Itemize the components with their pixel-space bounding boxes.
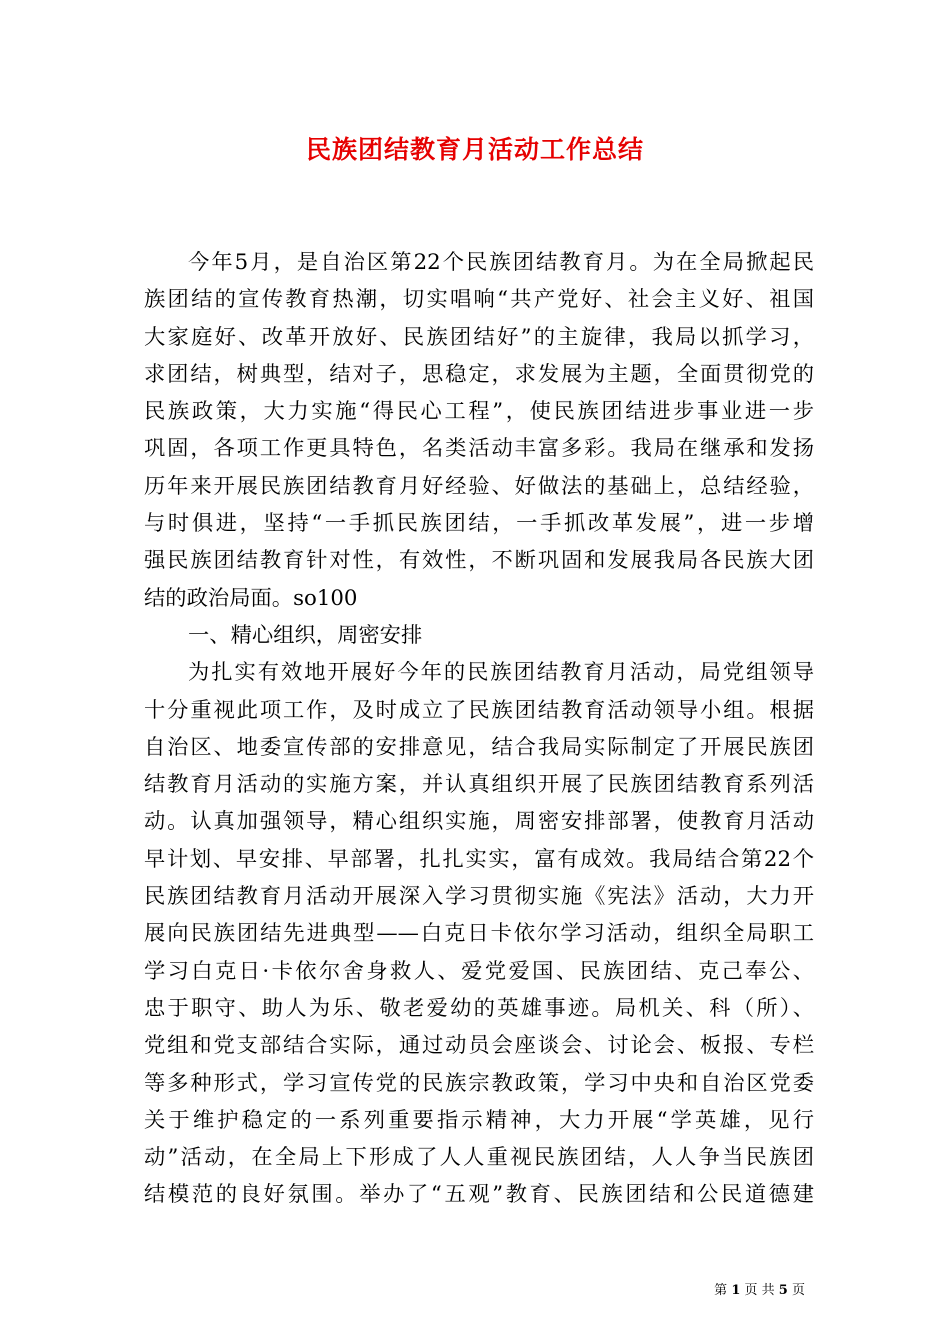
document-title: 民族团结教育月活动工作总结	[305, 135, 644, 164]
paragraph-line: 强民族团结教育针对性，有效性，不断巩固和发展我局各民族大团	[144, 548, 814, 574]
footer-prefix: 第	[714, 1283, 728, 1298]
paragraph-line: 十分重视此项工作，及时成立了民族团结教育活动领导小组。根据	[144, 697, 814, 723]
paragraph-line: 党组和党支部结合实际，通过动员会座谈会、讨论会、板报、专栏	[144, 1033, 814, 1059]
paragraph-line: 关于维护稳定的一系列重要指示精神，大力开展“学英雄，见行	[144, 1107, 814, 1133]
section-heading: 一、精心组织，周密安排	[188, 622, 423, 648]
paragraph-line: 结模范的良好氛围。举办了“五观”教育、民族团结和公民道德建	[144, 1182, 814, 1208]
paragraph-line: 忠于职守、助人为乐、敬老爱幼的英雄事迹。局机关、科（所）、	[144, 995, 814, 1021]
paragraph-line: 自治区、地委宣传部的安排意见，结合我局实际制定了开展民族团	[144, 734, 814, 760]
page-footer	[714, 1282, 805, 1300]
paragraph-line: 巩固，各项工作更具特色，名类活动丰富多彩。我局在继承和发扬	[144, 436, 814, 462]
paragraph-line: 为扎实有效地开展好今年的民族团结教育月活动，局党组领导	[188, 660, 814, 686]
paragraph-line: 今年5月，是自治区第22个民族团结教育月。为在全局掀起民	[188, 250, 814, 275]
paragraph-line: 与时俱进，坚持“一手抓民族团结，一手抓改革发展”，进一步增	[144, 511, 814, 537]
paragraph-line: 展向民族团结先进典型——白克日卡依尔学习活动，组织全局职工	[144, 921, 814, 947]
paragraph-line: 早计划、早安排、早部署，扎扎实实，富有成效。我局结合第22个	[144, 846, 814, 872]
paragraph-line: 结教育月活动的实施方案，并认真组织开展了民族团结教育系列活	[144, 772, 814, 798]
document-body	[144, 244, 814, 1214]
footer-total-pages: 5	[778, 1283, 788, 1298]
paragraph-line: 族团结的宣传教育热潮，切实唱响“共产党好、社会主义好、祖国	[144, 287, 814, 313]
paragraph-line: 大家庭好、改革开放好、民族团结好”的主旋律，我局以抓学习，	[144, 324, 814, 350]
footer-suffix: 页	[791, 1283, 805, 1298]
footer-current-page: 1	[731, 1283, 741, 1298]
paragraph-line: 动”活动，在全局上下形成了人人重视民族团结，人人争当民族团	[144, 1145, 814, 1171]
paragraph-line: 结的政治局面。so100	[144, 585, 358, 611]
paragraph-line: 民族政策，大力实施“得民心工程”，使民族团结进步事业进一步	[144, 399, 814, 425]
paragraph-line: 等多种形式，学习宣传党的民族宗教政策，学习中央和自治区党委	[144, 1070, 814, 1096]
paragraph-line: 民族团结教育月活动开展深入学习贯彻实施《宪法》活动，大力开	[144, 884, 814, 910]
paragraph-line: 动。认真加强领导，精心组织实施，周密安排部署，使教育月活动	[144, 809, 814, 835]
paragraph-line: 历年来开展民族团结教育月好经验、好做法的基础上，总结经验，	[144, 473, 814, 499]
paragraph-line: 学习白克日·卡依尔舍身救人、爱党爱国、民族团结、克己奉公、	[144, 958, 814, 984]
footer-middle: 页 共	[744, 1283, 775, 1298]
paragraph-line: 求团结，树典型，结对子，思稳定，求发展为主题，全面贯彻党的	[144, 361, 814, 387]
